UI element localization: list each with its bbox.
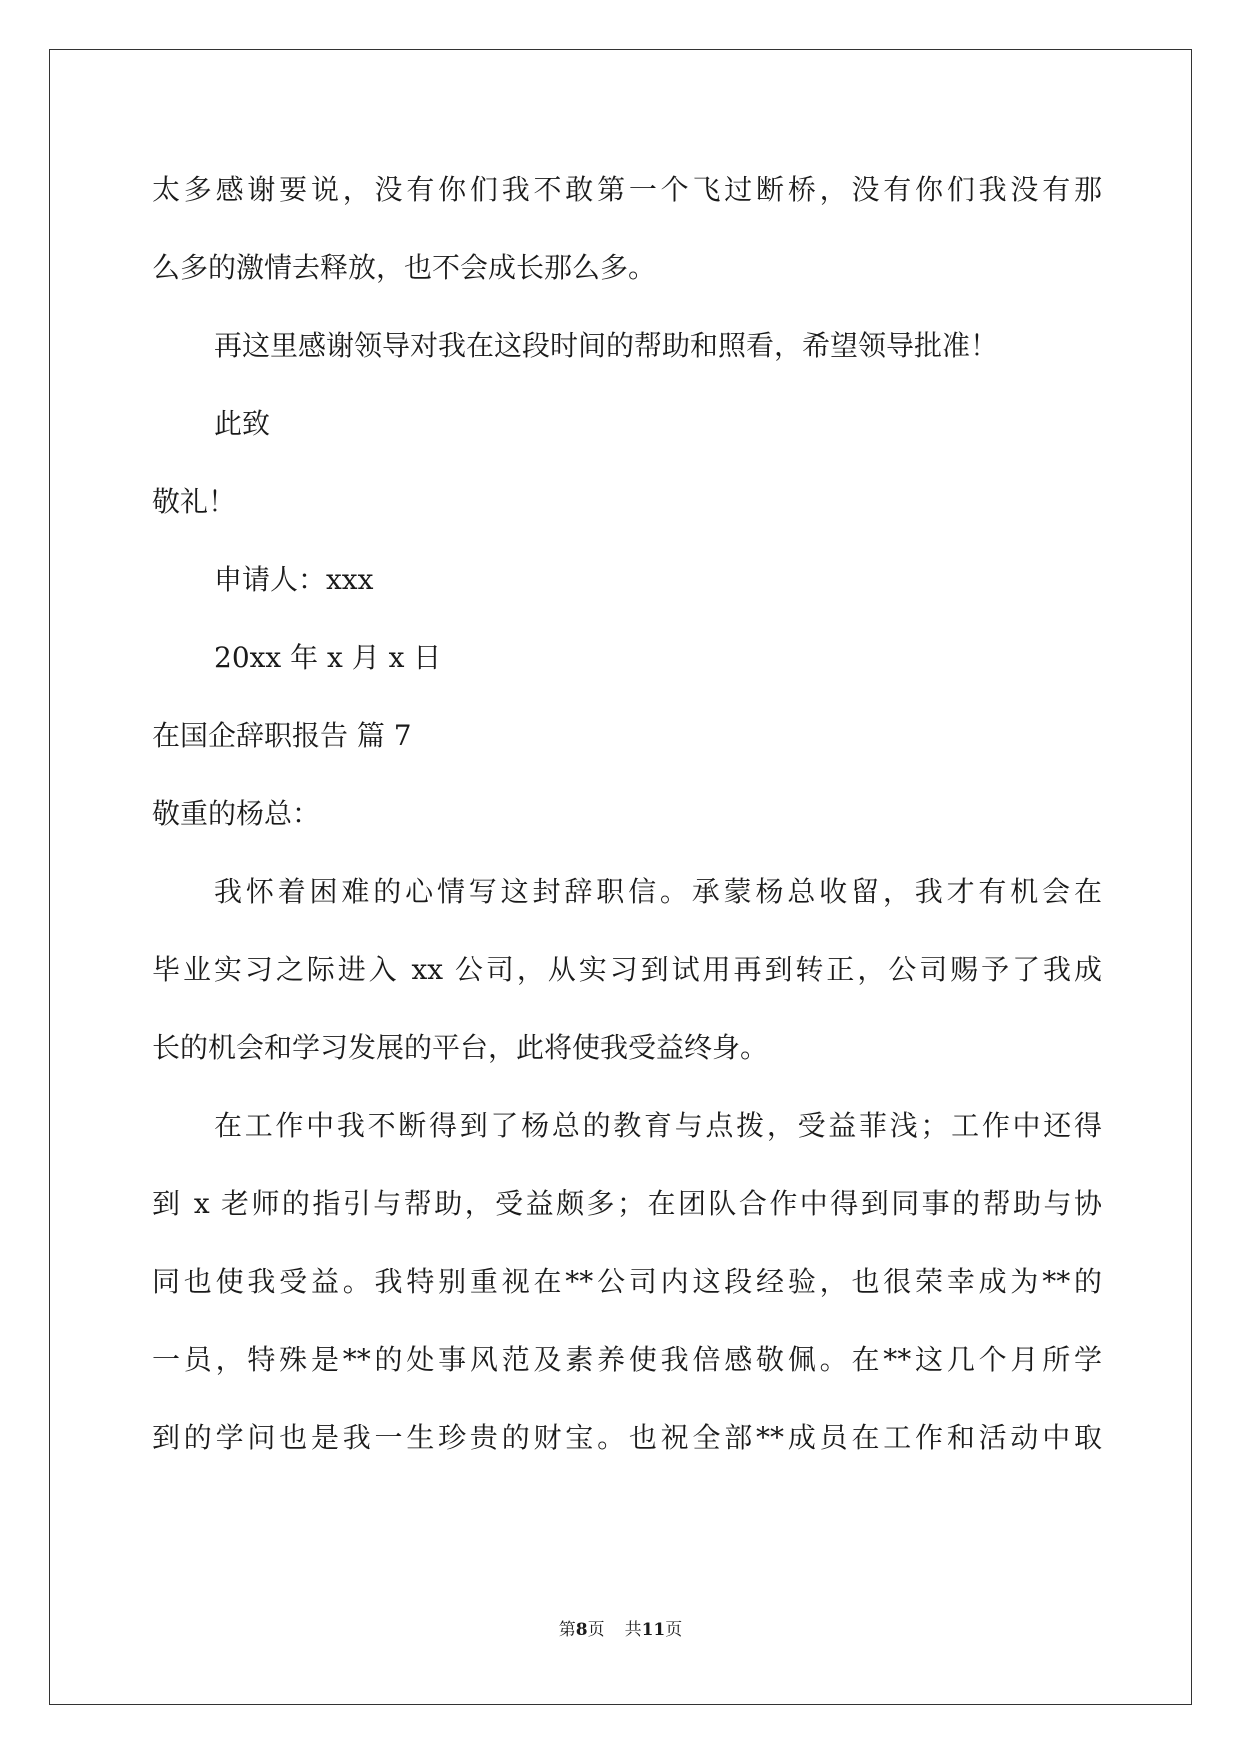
applicant-signature: 申请人：xxx: [214, 563, 374, 596]
body-text-line: 在工作中我不断得到了杨总的教育与点拨，受益菲浅；工作中还得: [214, 1109, 1102, 1142]
body-text-line: 么多的激情去释放，也不会成长那么多。: [152, 251, 657, 284]
closing-regards: 敬礼！: [152, 485, 237, 518]
body-text-line: 我怀着困难的心情写这封辞职信。承蒙杨总收留，我才有机会在: [214, 875, 1102, 908]
page-suffix: 页: [587, 1620, 605, 1640]
page-prefix: 第: [558, 1620, 576, 1640]
paragraph-thanks: 再这里感谢领导对我在这段时间的帮助和照看，希望领导批准！: [214, 329, 999, 362]
body-text-line: 毕业实习之际进入 xx 公司，从实习到试用再到转正，公司赐予了我成: [152, 953, 1102, 986]
body-text-line: 太多感谢要说，没有你们我不敢第一个飞过断桥，没有你们我没有那: [152, 173, 1102, 206]
body-text-line: 同也使我受益。我特别重视在**公司内这段经验，也很荣幸成为**的: [152, 1265, 1102, 1298]
total-prefix: 共: [624, 1620, 642, 1640]
page-number: 8: [575, 1620, 588, 1640]
closing-salutation: 此致: [214, 407, 271, 440]
body-text-line: 长的机会和学习发展的平台，此将使我受益终身。: [152, 1031, 769, 1064]
signature-date: 20xx 年 x 月 x 日: [214, 641, 442, 674]
body-text-line: 一员，特殊是**的处事风范及素养使我倍感敬佩。在**这几个月所学: [152, 1343, 1102, 1376]
section-heading: 在国企辞职报告 篇 7: [152, 719, 412, 752]
total-suffix: 页: [665, 1620, 683, 1640]
body-text-line: 到的学问也是我一生珍贵的财宝。也祝全部**成员在工作和活动中取: [152, 1421, 1102, 1454]
letter-greeting: 敬重的杨总：: [152, 797, 321, 830]
page-footer: [0, 1618, 1241, 1642]
body-text-line: 到 x 老师的指引与帮助，受益颇多；在团队合作中得到同事的帮助与协: [152, 1187, 1102, 1220]
total-pages: 11: [641, 1620, 666, 1640]
